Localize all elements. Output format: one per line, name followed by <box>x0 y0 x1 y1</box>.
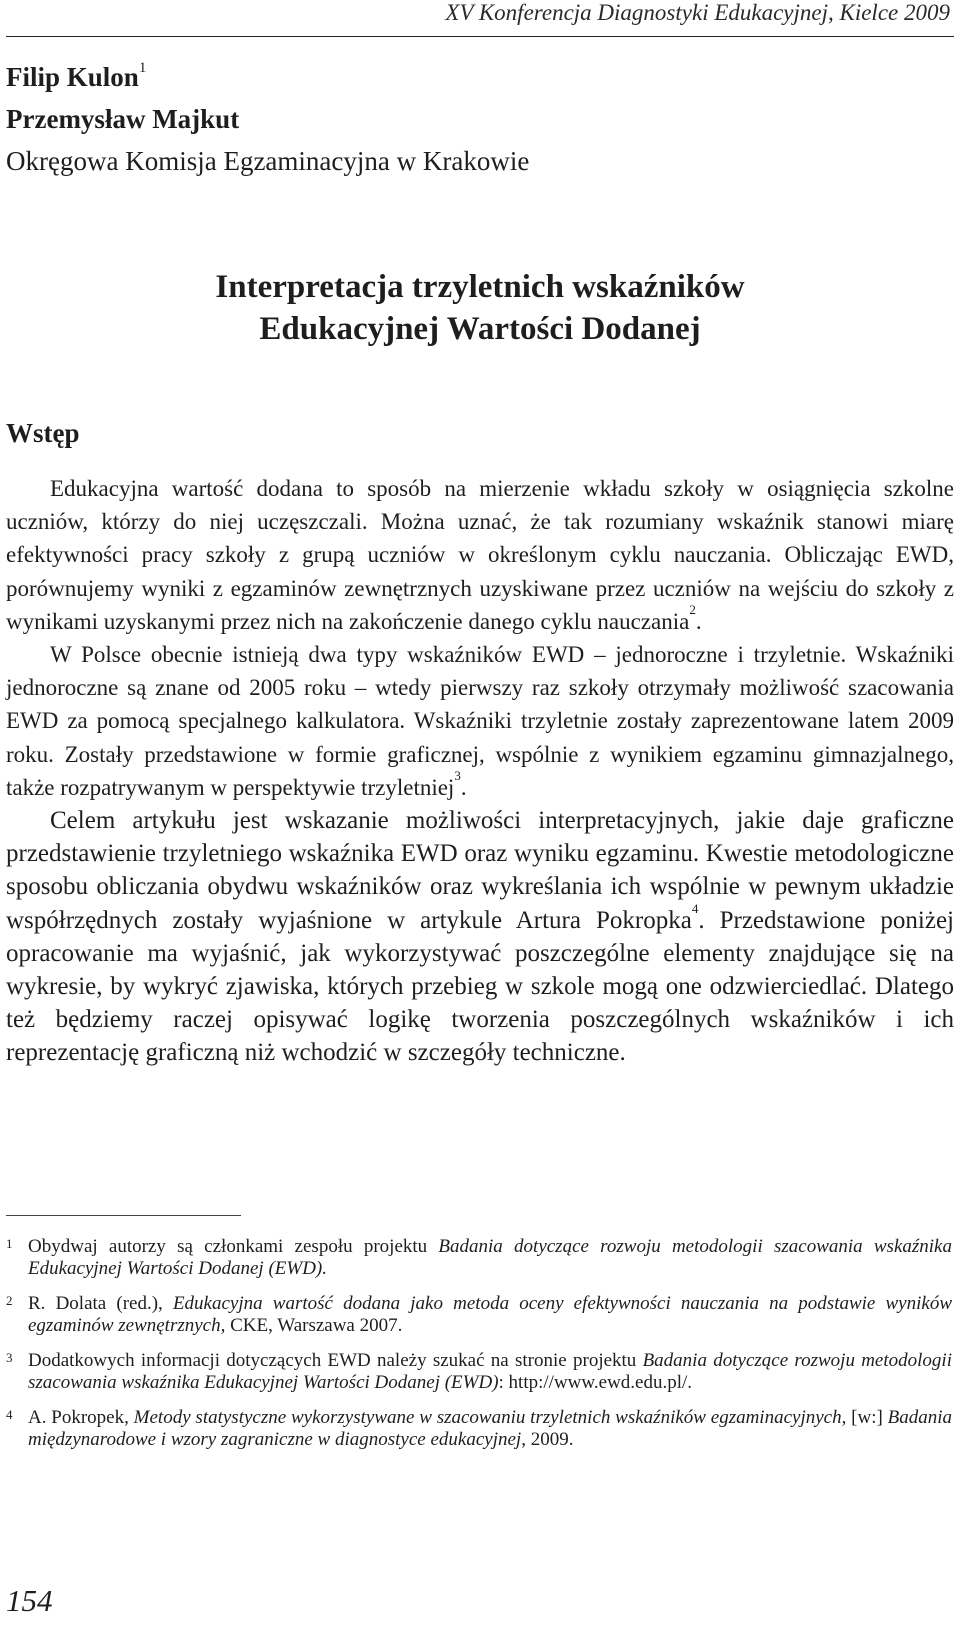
paper-title-line-2: Edukacyjnej Wartości Dodanej <box>259 311 701 347</box>
footnote-4-tail: , 2009. <box>521 1429 574 1450</box>
paragraph-3-text: Celem artykułu jest wskazanie możliwości interpretacyjnych, jakie daje graficzne przedstawienie trzyletniego wskaźnika EWD oraz wyniku egzaminu. Kwestie metodologiczne sposobu obliczania obydwu wskaźników oraz wykreślania ich wspólnie w pewnym układzie współrzędnych zostały wyjaśnione w artykule Artura Pokropka <box>6 807 954 934</box>
paragraph-2-text: W Polsce obecnie istnieją dwa typy wskaźników EWD – jednoroczne i trzyletnie. Wskaźniki jednoroczne są znane od 2005 roku – wtedy pierwszy raz szkoły otrzymały możliwość szacowania EWD za pomocą specjalnego kalkulatora. Wskaźniki trzyletnie zostały zaprezentowane latem 2009 roku. Zostały przedstawione w formie graficznej, wspólnie z wynikiem egzaminu gimnazjalnego, także rozpatrywanym w perspektywie trzyletniej <box>6 642 954 800</box>
footnote-1-text: Obydwaj autorzy są członkami zespołu projektu <box>28 1236 439 1257</box>
footnote-ref-4: 4 <box>691 900 699 916</box>
footnotes <box>6 1236 952 1464</box>
footnote-3-italic: Badania dotyczące rozwoju metodologii szacowania wskaźnika Edukacyjnej Wartości Dodanej (EWD) <box>28 1350 952 1393</box>
footnote-3-number: 3 <box>6 1350 13 1365</box>
footnote-4-mid: , [w:] <box>841 1407 888 1428</box>
footnote-ref-2: 2 <box>689 601 696 617</box>
footnote-3-text: Dodatkowych informacji dotyczących EWD należy szukać na stronie projektu <box>28 1350 643 1371</box>
footnote-3-tail: : http://www.ewd.edu.pl/. <box>498 1372 693 1393</box>
affiliation: Okręgowa Komisja Egzaminacyjna w Krakowie <box>6 146 530 176</box>
paper-title <box>190 266 770 350</box>
paragraph-1 <box>6 472 954 638</box>
footnote-4-number: 4 <box>6 1407 13 1422</box>
footnote-1 <box>6 1236 952 1280</box>
paragraph-2-end: . <box>460 774 467 800</box>
footnote-2-tail: CKE, Warszawa 2007. <box>225 1315 403 1336</box>
paragraph-2 <box>6 638 954 804</box>
footnote-4-italic: Metody statystyczne wykorzystywane w szacowaniu trzyletnich wskaźników egzaminacyjnych <box>133 1407 842 1428</box>
paragraph-3-end: . Przedstawione poniżej opracowanie ma wyjaśnić, jak wykorzystywać poszczególne elementy znajdujące się na wykresie, by wykryć zjawiska, których przebieg w szkole mogą one odzwierciedlać. Dlatego też będziemy raczej opisywać logikę tworzenia poszczególnych wskaźników i ich reprezentację graficzną niż wchodzić w szczegóły techniczne. <box>6 906 954 1067</box>
footnote-1-italic: Badania dotyczące rozwoju metodologii szacowania wskaźnika Edukacyjnej Wartości Dodanej (EWD). <box>28 1236 952 1279</box>
author-1 <box>6 62 146 93</box>
footnote-2-italic: Edukacyjna wartość dodana jako metoda oceny efektywności nauczania na podstawie wyników egzaminów zewnętrznych, <box>28 1293 953 1336</box>
footnote-2-text: R. Dolata (red.), <box>28 1293 173 1314</box>
paper-title-line-1: Interpretacja trzyletnich wskaźników <box>215 269 745 305</box>
author-2-name: Przemysław Majkut <box>6 104 240 134</box>
author-1-footnote-mark: 1 <box>138 60 147 76</box>
footnote-2 <box>6 1293 952 1337</box>
page-number: 154 <box>6 1583 53 1618</box>
section-heading: Wstęp <box>6 418 80 448</box>
author-1-name: Filip Kulon <box>6 62 139 92</box>
header-divider <box>6 36 954 37</box>
footnote-1-number: 1 <box>6 1236 13 1251</box>
paragraph-1-end: . <box>695 608 702 634</box>
footnote-4-italic-2: Badania międzynarodowe i wzory zagraniczne w diagnostyce edukacyjnej <box>28 1407 952 1450</box>
footnote-2-number: 2 <box>6 1293 13 1308</box>
footnote-3 <box>6 1350 952 1394</box>
paragraph-1-text: Edukacyjna wartość dodana to sposób na mierzenie wkładu szkoły w osiągnięcia szkolne uczniów, którzy do niej uczęszczali. Można uznać, że tak rozumiany wskaźnik stanowi miarę efektywności pracy szkoły z grupą uczniów w określonym cyklu nauczania. Obliczając EWD, porównujemy wyniki z egzaminów zewnętrznych uzyskiwane przez uczniów na wejściu do szkoły z wynikami uzyskanymi przez nich na zakończenie danego cyklu nauczania <box>6 476 954 634</box>
body-text <box>6 472 954 1070</box>
footnote-4 <box>6 1407 952 1451</box>
footnote-ref-3: 3 <box>454 767 461 783</box>
author-2 <box>6 104 239 135</box>
paragraph-3 <box>6 804 954 1070</box>
footnote-4-text: A. Pokropek, <box>28 1407 134 1428</box>
footnote-divider <box>6 1215 241 1216</box>
running-header: XV Konferencja Diagnostyki Edukacyjnej, Kielce 2009 <box>445 0 950 25</box>
